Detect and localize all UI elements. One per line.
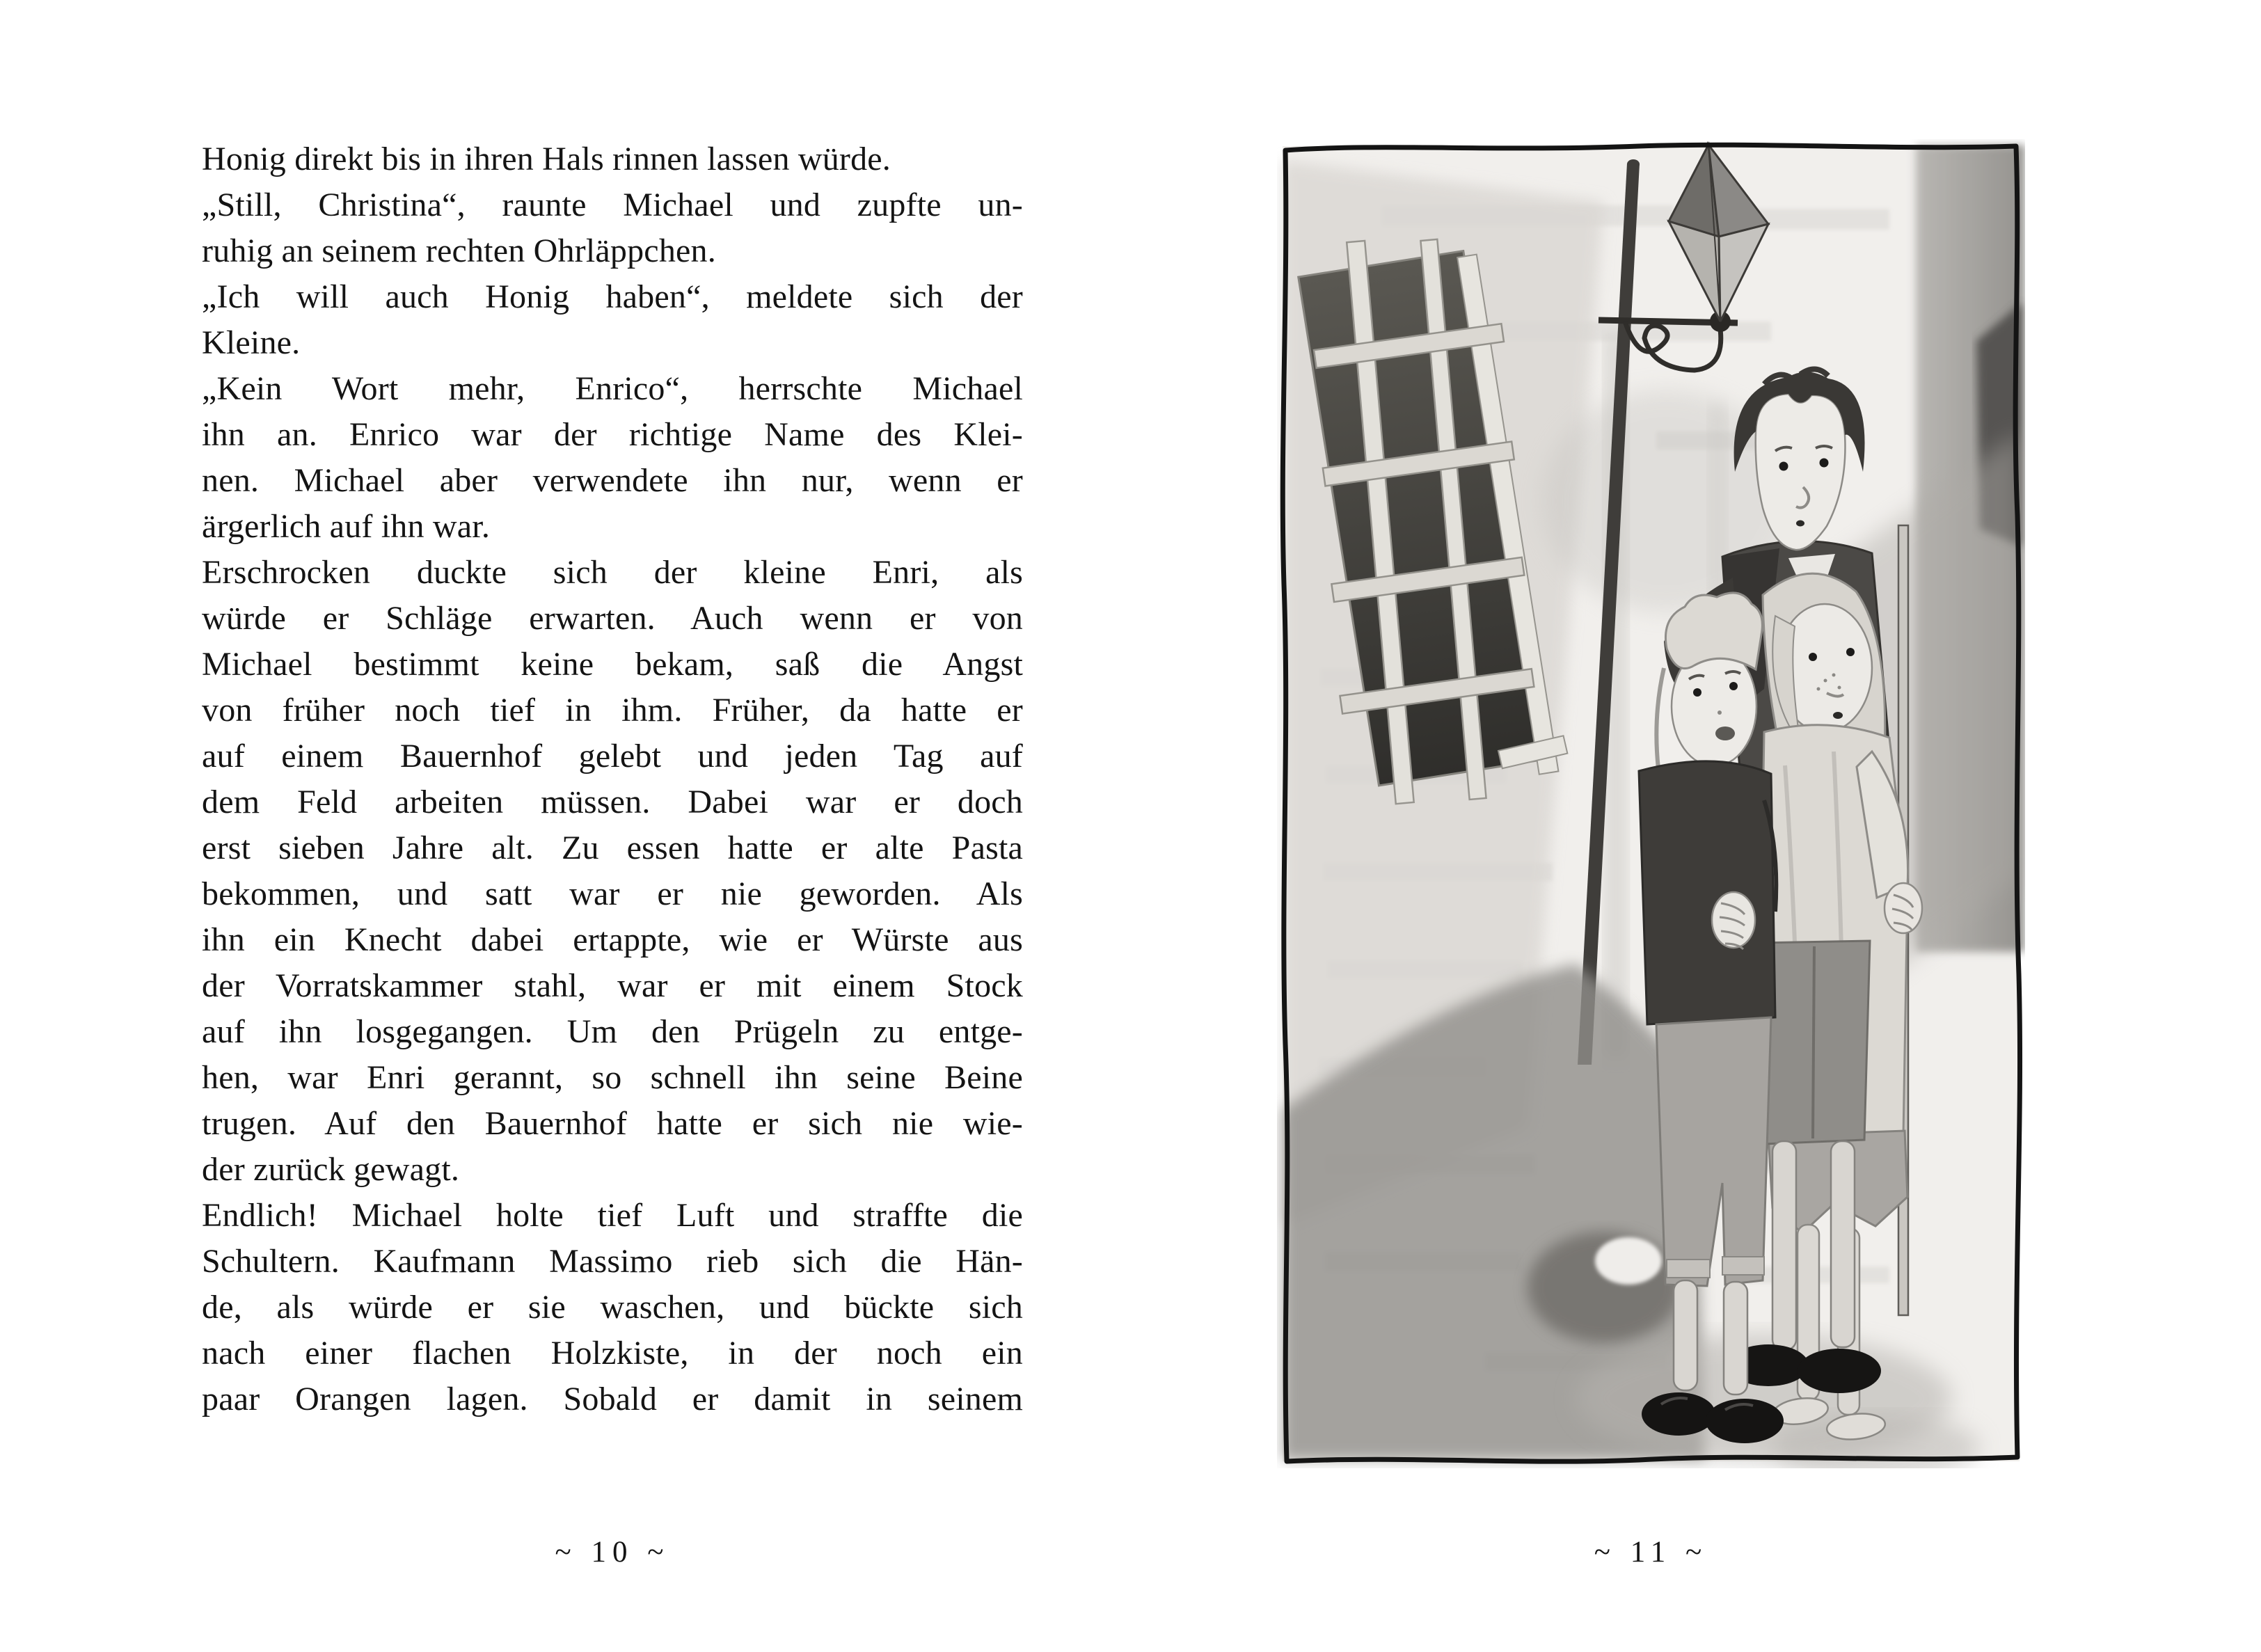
text-line: de, als würde er sie waschen, und bückte sich	[202, 1289, 1023, 1326]
text-line: Schultern. Kaufmann Massimo rieb sich die Hän-	[202, 1243, 1023, 1280]
text-line: dem Feld arbeiten müssen. Dabei war er doch	[202, 784, 1023, 820]
text-line: auf ihn losgegangen. Um den Prügeln zu entge-	[202, 1013, 1023, 1050]
little-boy-leg	[1724, 1282, 1747, 1395]
text-line: der zurück gewagt.	[202, 1151, 460, 1188]
page-number-left: ~ 10 ~	[555, 1536, 670, 1568]
text-line: ihn an. Enrico war der richtige Name des Klei-	[202, 416, 1023, 453]
text-line: Erschrocken duckte sich der kleine Enri, als	[202, 554, 1023, 591]
text-line: von früher noch tief in ihm. Früher, da hatte er	[202, 692, 1023, 729]
text-line: Kleine.	[202, 324, 301, 361]
text-line: Michael bestimmt keine bekam, saß die Angst	[202, 646, 1023, 683]
text-line: ruhig an seinem rechten Ohrläppchen.	[202, 232, 716, 269]
text-line: ihn ein Knecht dabei ertappte, wie er Würste aus	[202, 921, 1023, 958]
text-line: nach einer flachen Holzkiste, in der noch ein	[202, 1335, 1023, 1372]
text-line: hen, war Enri gerannt, so schnell ihn seine Beine	[202, 1059, 1023, 1096]
text-line: trugen. Auf den Bauernhof hatte er sich nie wie-	[202, 1105, 1023, 1142]
text-line: „Ich will auch Honig haben“, meldete sich der	[202, 278, 1023, 315]
text-line: der Vorratskammer stahl, war er mit einem Stock	[202, 967, 1023, 1004]
text-line: bekommen, und satt war er nie geworden. Als	[202, 875, 1023, 912]
illustration	[1277, 139, 2025, 1468]
little-boy-leg	[1674, 1280, 1697, 1390]
girl-hand	[1885, 883, 1922, 933]
little-boy-pants	[1656, 1017, 1771, 1286]
body-text	[202, 136, 1023, 1422]
text-line: würde er Schläge erwarten. Auch wenn er von	[202, 600, 1023, 637]
tall-boy-shoe	[1798, 1349, 1881, 1393]
text-line: paar Orangen lagen. Sobald er damit in seinem	[202, 1381, 1023, 1417]
page-number-right: ~ 11 ~	[1594, 1536, 1708, 1568]
text-line: ärgerlich auf ihn war.	[202, 508, 491, 545]
text-line: erst sieben Jahre alt. Zu essen hatte er alte Pasta	[202, 829, 1023, 866]
text-line: nen. Michael aber verwendete ihn nur, wenn er	[202, 462, 1023, 499]
text-line: Endlich! Michael holte tief Luft und straffte die	[202, 1197, 1023, 1234]
text-line: Honig direkt bis in ihren Hals rinnen lassen würde.	[202, 141, 891, 177]
text-line: auf einem Bauernhof gelebt und jeden Tag auf	[202, 738, 1023, 775]
little-boy-sweater	[1639, 761, 1775, 1024]
text-line: „Kein Wort mehr, Enrico“, herrschte Michael	[202, 370, 1023, 407]
text-line: „Still, Christina“, raunte Michael und zupfte un-	[202, 186, 1023, 223]
